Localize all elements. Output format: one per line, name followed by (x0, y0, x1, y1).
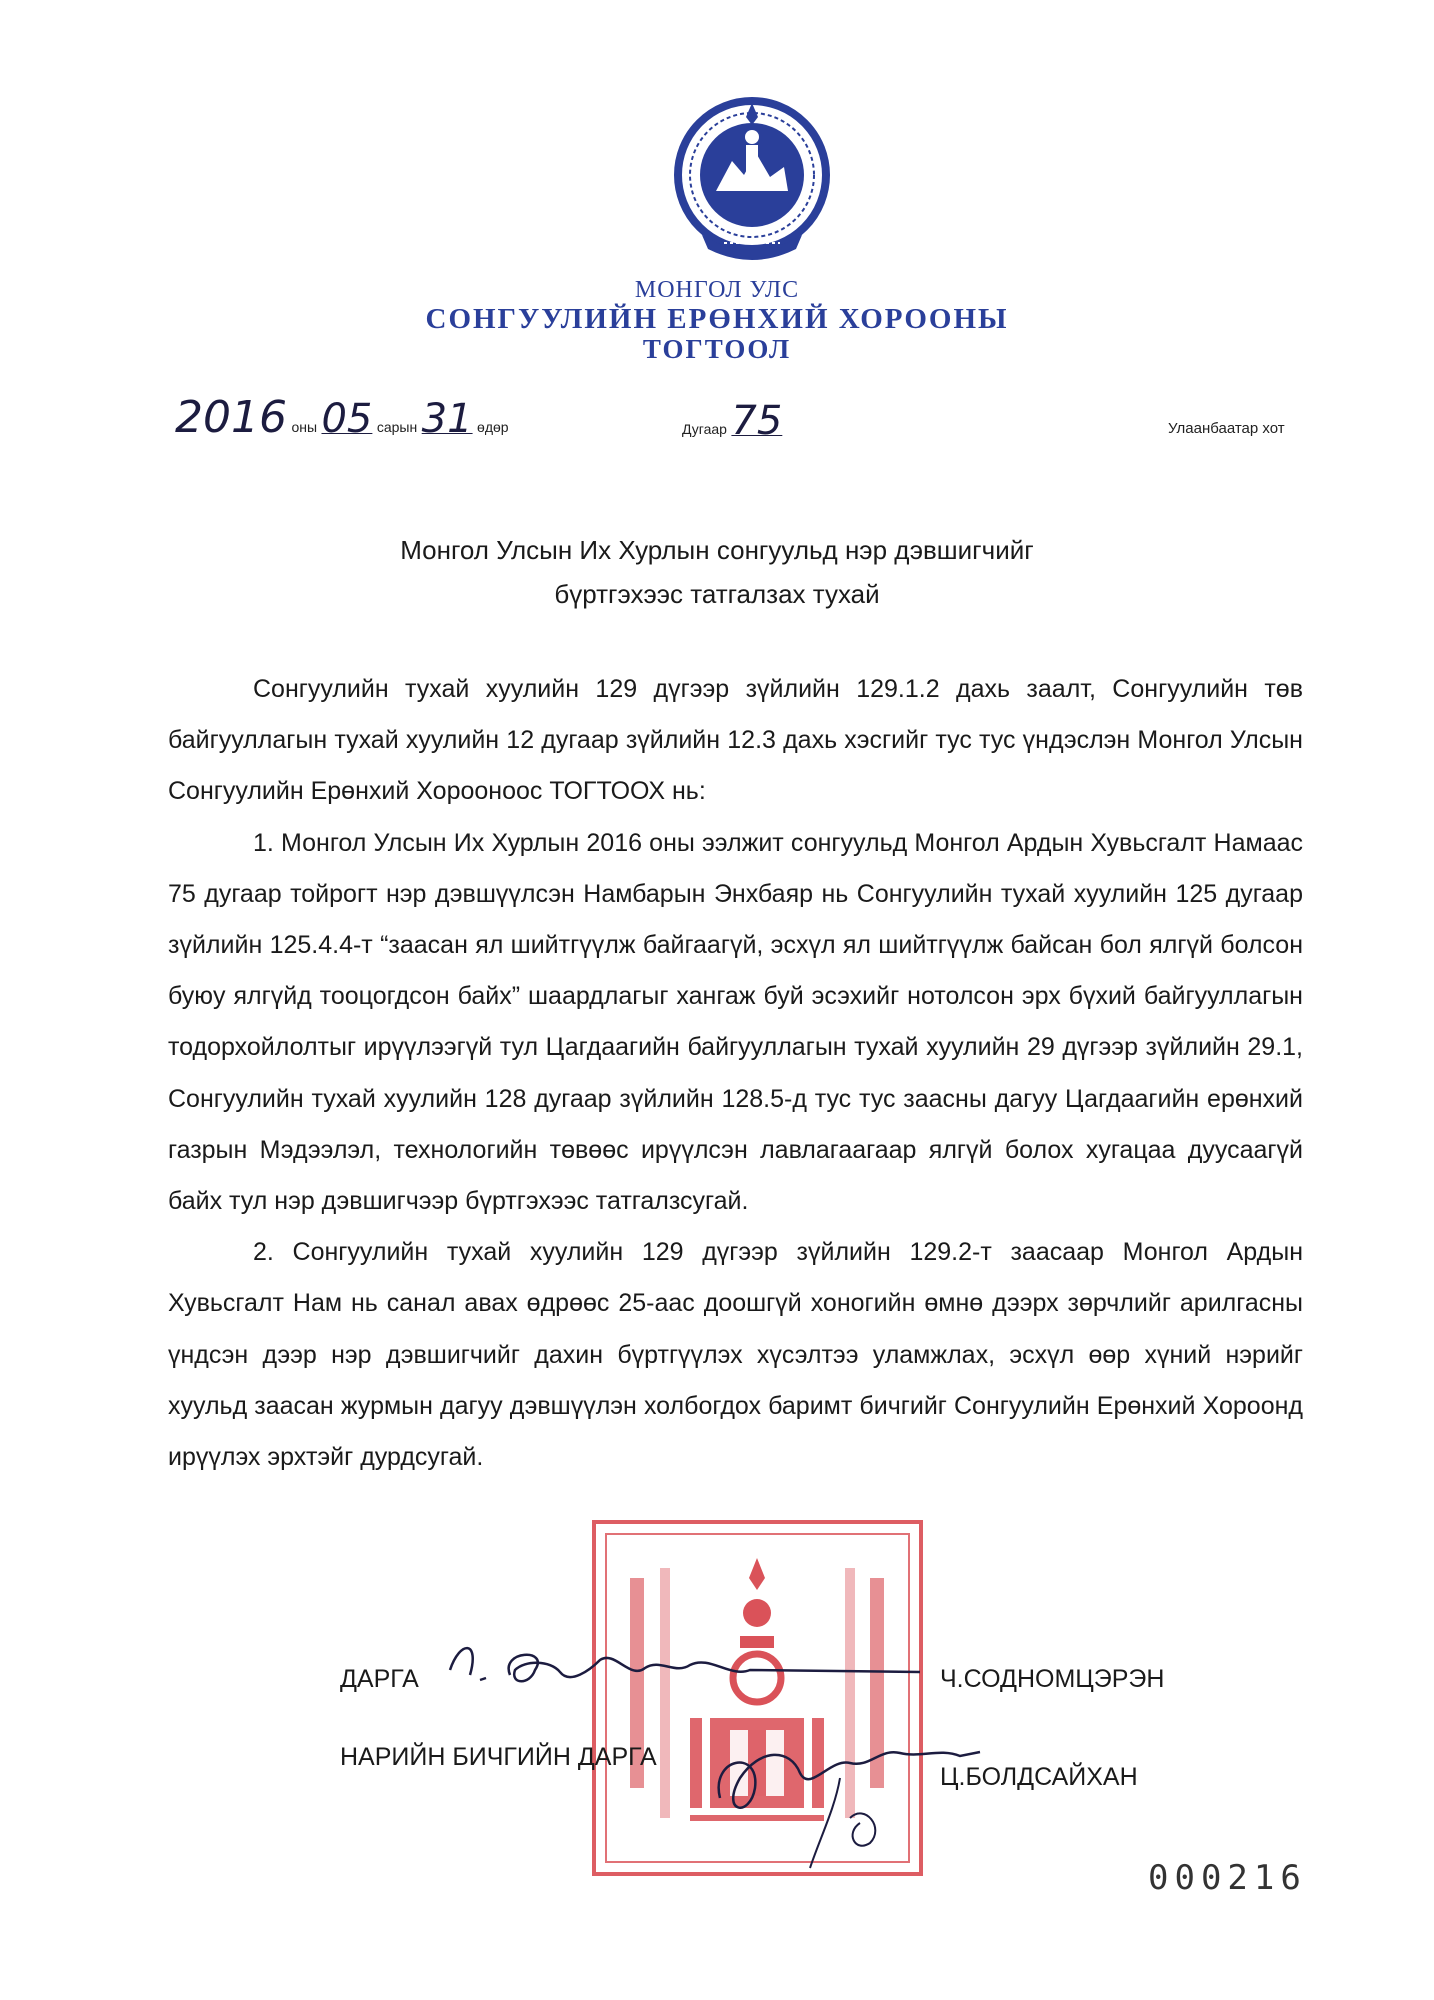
body-item-2: 2. Сонгуулийн тухай хуулийн 129 дүгээр зүйлийн 129.2-т заасаар Монгол Ардын Хувьсгалт Нам нь санал авах өдрөөс 25-аас доошгүй хоногийн өмнө дээрх зөрчлийг арилгасны үндсэн дээр нэр дэвшигчийг дахин бүртгүүлэх хүсэлтээ уламжлах, эсхүл өөр хүний нэрийг хуульд заасан журмын дагуу дэвшүүлэн холбогдох баримт бичгийг Сонгуулийн Ерөнхий Хороонд ирүүлэх эрхтэйг дурдсугай. (168, 1238, 1303, 1472)
date-line (175, 392, 509, 443)
document-title (0, 528, 1434, 616)
chair-name: Ч.СОДНОМЦЭРЭН (940, 1665, 1165, 1693)
body-item-1: 1. Монгол Улсын Их Хурлын 2016 оны ээлжит сонгуульд Монгол Ардын Хувьсгалт Намаас 75 дугаар тойрогт нэр дэвшүүлсэн Намбарын Энхбаяр нь Сонгуулийн тухай хуулийн 125 дугаар зүйлийн 125.4.4-т “заасан ял шийтгүүлж байгаагүй, эсхүл ял шийтгүүлж байсан бол ялгүй болсон буюу ялгүйд тооцогдсон байх” шаардлагыг хангаж буй эсэхийг нотолсон эрх бүхий байгууллагын тодорхойлолтыг ирүүлээгүй тул Цагдаагийн байгууллагын тухай хуулийн 29 дүгээр зүйлийн 29.1, Сонгуулийн тухай хуулийн 128 дугаар зүйлийн 128.5-д тус тус заасны дагуу Цагдаагийн ерөнхий газрын Мэдээлэл, технологийн төвөөс ирүүлсэн лавлагаагаар ялгүй болох хугацаа дуусаагүй байх тул нэр дэвшигчээр бүртгэхээс татгалзсугай. (168, 828, 1303, 1216)
serial-number: 000216 (1148, 1858, 1307, 1898)
header-doc-type: ТОГТООЛ (642, 334, 792, 364)
chair-signature (440, 1630, 930, 1705)
date-year-suffix: оны (291, 419, 318, 435)
title-line-1: Монгол Улсын Их Хурлын сонгуульд нэр дэвшигчийг (400, 535, 1034, 565)
secretary-name: Ц.БОЛДСАЙХАН (940, 1763, 1138, 1791)
date-year: 2016 (175, 392, 287, 443)
document-number (682, 398, 782, 444)
body-intro: Сонгуулийн тухай хуулийн 129 дүгээр зүйлийн 129.1.2 дахь заалт, Сонгуулийн төв байгууллагын тухай хуулийн 12 дугаар зүйлийн 12.3 дахь хэсгийг тус тус үндэслэн Монгол Улсын Сонгуулийн Ерөнхий Хорооноос ТОГТООХ нь: (168, 675, 1303, 806)
title-line-2: бүртгэхээс татгалзах тухай (554, 579, 880, 609)
city: Улаанбаатар хот (1168, 420, 1285, 437)
date-day: 31 (421, 396, 473, 442)
header-country: МОНГОЛ УЛС (634, 277, 800, 303)
date-day-suffix: өдөр (477, 419, 509, 435)
number-label: Дугаар (682, 421, 727, 437)
secretary-title: НАРИЙН БИЧГИЙН ДАРГА (340, 1743, 657, 1771)
number-value: 75 (731, 398, 783, 444)
date-month: 05 (321, 396, 373, 442)
date-month-suffix: сарын (376, 419, 418, 435)
header-institution: СОНГУУЛИЙН ЕРӨНХИЙ ХОРООНЫ (425, 303, 1009, 335)
chair-title: ДАРГА (340, 1665, 419, 1693)
document-body (168, 664, 1303, 1483)
national-emblem (672, 95, 832, 270)
secretary-signature (700, 1718, 990, 1878)
